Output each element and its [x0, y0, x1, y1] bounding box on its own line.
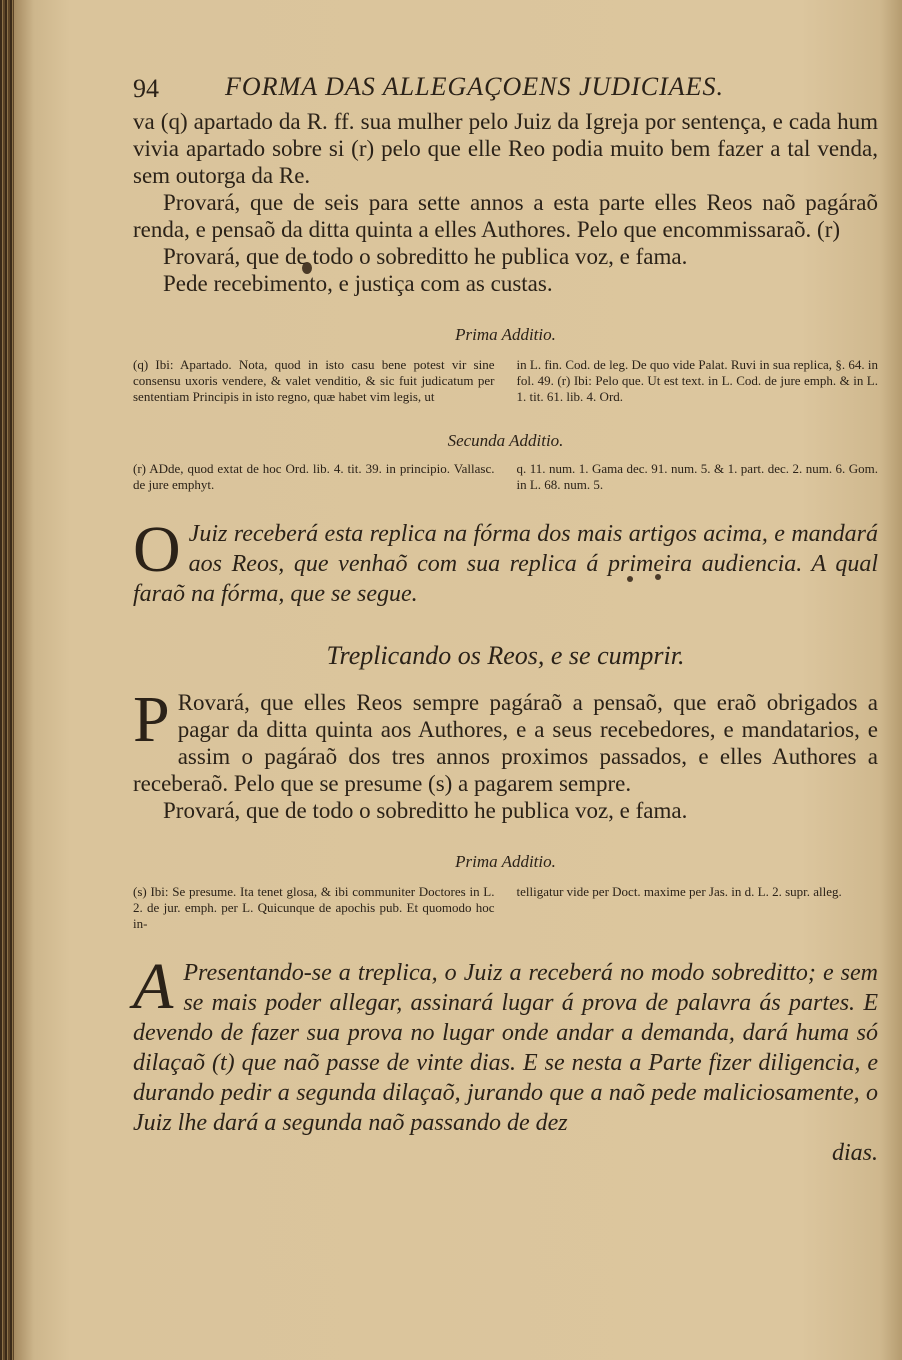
- paragraph-provara-2: Provará, que de todo o sobreditto he publica voz, e fama.: [163, 244, 688, 269]
- note-column-left: (q) Ibi: Apartado. Nota, quod in isto casu bene potest vir sine consensu uxoris vendere, & valet venditio, & sic fuit judicatum per sententiam Principis in isto regno, quæ habet vim legis, ut: [133, 357, 495, 404]
- note-column-right: in L. fin. Cod. de leg. De quo vide Palat. Ruvi in sua replica, §. 64. in fol. 49. (r) Ibi: Pelo que. Ut est text. in L. Cod. de jure emph. & in L. 1. tit. 61. lib. 4. Ord.: [516, 357, 878, 404]
- judge-instruction-1: [133, 513, 878, 609]
- note-column-right: q. 11. num. 1. Gama dec. 91. num. 5. & 1. part. dec. 2. num. 6. Gom. in L. 68. num. 5.: [516, 461, 878, 492]
- page-content: [133, 70, 878, 1168]
- addition-notes-3: [133, 884, 878, 932]
- addition-heading-1: Prima Additio.: [455, 325, 556, 344]
- note-column-left: (r) ADde, quod extat de hoc Ord. lib. 4. tit. 39. in principio. Vallasc. de jure emphyt.: [133, 461, 495, 492]
- paragraph-provara-1: Provará, que de seis para sette annos a esta parte elles Reos naõ pagáraõ renda, e pensaõ da ditta quinta a elles Authores. Pelo que encommissaraõ. (r): [133, 190, 878, 242]
- book-spine: [0, 0, 14, 1360]
- paragraph-continued: va (q) apartado da R. ff. sua mulher pelo Juiz da Igreja por sentença, e cada hum vivia apartado sobre si (r) pelo que elle Reo podia muito bem fazer a tal venda, sem outorga da Re.: [133, 109, 878, 188]
- running-head: FORMA DAS ALLEGAÇOENS JUDICIAES.: [225, 72, 724, 101]
- addition-heading-3: Prima Additio.: [455, 852, 556, 871]
- catchword: dias.: [831, 1140, 878, 1166]
- page-number: 94: [133, 74, 159, 103]
- note-column-left: (s) Ibi: Se presume. Ita tenet glosa, & ibi communiter Doctores in L. 2. de jur. emph. per L. Quicunque de apochis pub. Et quomodo hoc in-: [133, 884, 495, 931]
- treplica-text: Rovará, que elles Reos sempre pagáraõ a pensaõ, que eraõ obrigados a pagar da ditta quinta aos Authores, e a seus recebedores, e mandatarios, e assim o pagáraõ dos tres annos proximos passados, e elles Authores a receberaõ. Pelo que se presume (s) a pagarem sempre.: [133, 690, 878, 796]
- drop-initial: A: [133, 950, 174, 1023]
- drop-initial: P: [133, 683, 170, 756]
- paragraph-pede: Pede recebimento, e justiça com as custas.: [163, 271, 553, 296]
- drop-initial: O: [133, 513, 181, 586]
- section-subheading: Treplicando os Reos, e se cumprir.: [326, 641, 685, 670]
- page-header: [133, 70, 878, 108]
- judge-instruction-text: Juiz receberá esta replica na fórma dos mais artigos acima, e mandará aos Reos, que venhaõ com sua replica á primeira audiencia. A qual faraõ na fórma, que se segue.: [133, 521, 878, 607]
- judge-instruction-text: Presentando-se a treplica, o Juiz a receberá no modo sobreditto; e sem se mais poder allegar, assinará lugar á prova de palavra ás partes. E devendo de fazer sua prova no lugar onde andar a demanda, dará huma só dilaçaõ (t) que naõ passe de vinte dias. E se nesta a Parte fizer diligencia, e durando pedir a segunda dilaçaõ, jurando que a naõ pede maliciosamente, o Juiz lhe dará a segunda naõ passando de dez: [133, 960, 878, 1136]
- paragraph-provara-3: Provará, que de todo o sobreditto he publica voz, e fama.: [163, 798, 688, 823]
- treplica-paragraph: [133, 683, 878, 797]
- addition-notes-2: [133, 461, 878, 493]
- note-column-right: telligatur vide per Doct. maxime per Jas. in d. L. 2. supr. alleg.: [516, 884, 842, 899]
- judge-instruction-2: [133, 950, 878, 1138]
- addition-heading-2: Secunda Additio.: [447, 431, 564, 450]
- addition-notes-1: [133, 357, 878, 405]
